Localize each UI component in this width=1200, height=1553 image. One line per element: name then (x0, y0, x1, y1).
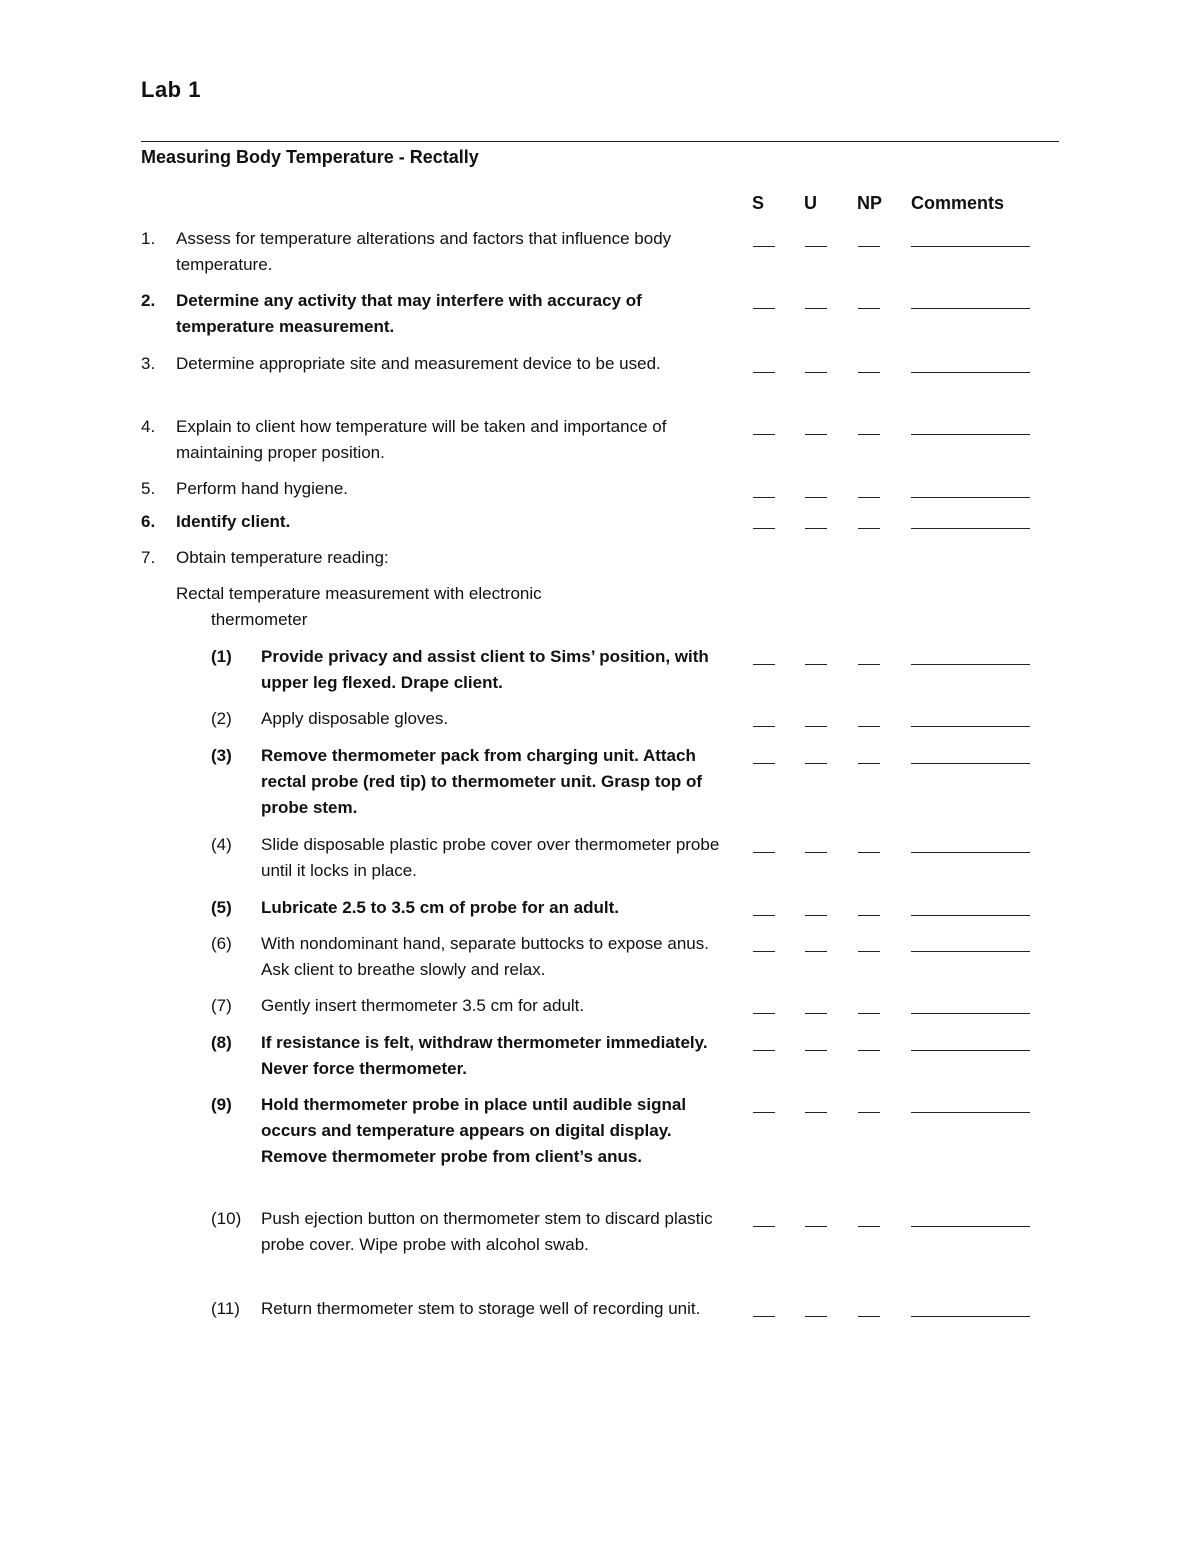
comments-blank (911, 246, 1030, 247)
s-blank (753, 1013, 775, 1014)
np-blank (858, 528, 880, 529)
np-blank (858, 308, 880, 309)
u-blank (805, 528, 827, 529)
substep-number: (1) (211, 647, 232, 666)
step-text: Assess for temperature alterations and factors that influence body temperature. (176, 229, 672, 274)
u-blank (805, 1316, 827, 1317)
substep-text: Return thermometer stem to storage well of recording unit. (261, 1299, 701, 1318)
substep-number: (9) (211, 1095, 232, 1114)
comments-blank (911, 372, 1030, 373)
u-blank (805, 372, 827, 373)
np-blank (858, 1316, 880, 1317)
np-blank (858, 1226, 880, 1227)
substep-text: Lubricate 2.5 to 3.5 cm of probe for an adult. (261, 898, 620, 917)
u-blank (805, 951, 827, 952)
substep-text: Remove thermometer pack from charging unit. Attach rectal probe (red tip) to thermometer unit. Grasp top of probe stem. (261, 746, 703, 817)
step-text: Explain to client how temperature will be taken and importance of maintaining proper position. (176, 417, 667, 462)
comments-blank (911, 1112, 1030, 1113)
substep-number: (8) (211, 1033, 232, 1052)
u-blank (805, 246, 827, 247)
s-blank (753, 915, 775, 916)
s-blank (753, 497, 775, 498)
comments-blank (911, 951, 1030, 952)
method-title-continued: thermometer (211, 610, 308, 629)
step-number: 6. (141, 512, 156, 531)
s-blank (753, 1112, 775, 1113)
comments-blank (911, 915, 1030, 916)
substep-number: (6) (211, 934, 232, 953)
np-blank (858, 246, 880, 247)
substep-text: Apply disposable gloves. (261, 709, 449, 728)
s-blank (753, 852, 775, 853)
method-title: Rectal temperature measurement with electronic (176, 584, 542, 603)
comments-blank (911, 497, 1030, 498)
np-blank (858, 951, 880, 952)
substep-number: (2) (211, 709, 232, 728)
u-blank (805, 1226, 827, 1227)
header-divider (141, 141, 1059, 142)
s-blank (753, 726, 775, 727)
substep-text: Slide disposable plastic probe cover over thermometer probe until it locks in place. (261, 835, 720, 880)
substep-text: Gently insert thermometer 3.5 cm for adult. (261, 996, 585, 1015)
substep-number: (7) (211, 996, 232, 1015)
u-blank (805, 1112, 827, 1113)
np-blank (858, 1050, 880, 1051)
substep-text: Hold thermometer probe in place until audible signal occurs and temperature appears on digital display. Remove thermometer probe from client’s anus. (261, 1095, 687, 1166)
step-number: 1. (141, 229, 156, 248)
s-blank (753, 1226, 775, 1227)
step-number: 4. (141, 417, 156, 436)
lab-title: Lab 1 (141, 77, 201, 102)
comments-blank (911, 434, 1030, 435)
u-blank (805, 852, 827, 853)
comments-blank (911, 1226, 1030, 1227)
np-blank (858, 726, 880, 727)
comments-blank (911, 528, 1030, 529)
s-blank (753, 308, 775, 309)
np-blank (858, 434, 880, 435)
comments-blank (911, 763, 1030, 764)
u-blank (805, 1050, 827, 1051)
comments-blank (911, 664, 1030, 665)
column-header-u: U (804, 193, 817, 213)
step-text: Perform hand hygiene. (176, 479, 348, 498)
s-blank (753, 246, 775, 247)
np-blank (858, 664, 880, 665)
u-blank (805, 308, 827, 309)
step-text: Obtain temperature reading: (176, 548, 389, 567)
step-number: 2. (141, 291, 156, 310)
step-number: 3. (141, 354, 156, 373)
substep-text: Provide privacy and assist client to Sims’ position, with upper leg flexed. Drape client. (261, 647, 709, 692)
substep-number: (5) (211, 898, 232, 917)
step-text: Determine appropriate site and measurement device to be used. (176, 354, 661, 373)
comments-blank (911, 1050, 1030, 1051)
s-blank (753, 528, 775, 529)
section-title: Measuring Body Temperature - Rectally (141, 147, 479, 167)
s-blank (753, 664, 775, 665)
s-blank (753, 1316, 775, 1317)
s-blank (753, 1050, 775, 1051)
np-blank (858, 497, 880, 498)
np-blank (858, 915, 880, 916)
u-blank (805, 1013, 827, 1014)
s-blank (753, 372, 775, 373)
comments-blank (911, 1013, 1030, 1014)
np-blank (858, 852, 880, 853)
substep-text: Push ejection button on thermometer stem to discard plastic probe cover. Wipe probe with alcohol swab. (261, 1209, 713, 1254)
s-blank (753, 434, 775, 435)
comments-blank (911, 852, 1030, 853)
substep-number: (11) (211, 1299, 240, 1318)
substep-number: (3) (211, 746, 232, 765)
step-number: 5. (141, 479, 156, 498)
step-number: 7. (141, 548, 156, 567)
substep-number: (4) (211, 835, 232, 854)
s-blank (753, 763, 775, 764)
column-header-np: NP (857, 193, 883, 213)
u-blank (805, 915, 827, 916)
comments-blank (911, 726, 1030, 727)
column-header-s: S (752, 193, 765, 213)
u-blank (805, 497, 827, 498)
s-blank (753, 951, 775, 952)
substep-text: With nondominant hand, separate buttocks to expose anus. Ask client to breathe slowly and relax. (261, 934, 709, 979)
comments-blank (911, 1316, 1030, 1317)
np-blank (858, 1112, 880, 1113)
comments-blank (911, 308, 1030, 309)
step-text: Identify client. (176, 512, 291, 531)
substep-number: (10) (211, 1209, 242, 1228)
substep-text: If resistance is felt, withdraw thermometer immediately. Never force thermometer. (261, 1033, 708, 1078)
u-blank (805, 434, 827, 435)
step-text: Determine any activity that may interfere with accuracy of temperature measurement. (176, 291, 642, 336)
u-blank (805, 664, 827, 665)
np-blank (858, 372, 880, 373)
np-blank (858, 1013, 880, 1014)
np-blank (858, 763, 880, 764)
u-blank (805, 726, 827, 727)
u-blank (805, 763, 827, 764)
column-header-comments: Comments (911, 193, 1005, 213)
